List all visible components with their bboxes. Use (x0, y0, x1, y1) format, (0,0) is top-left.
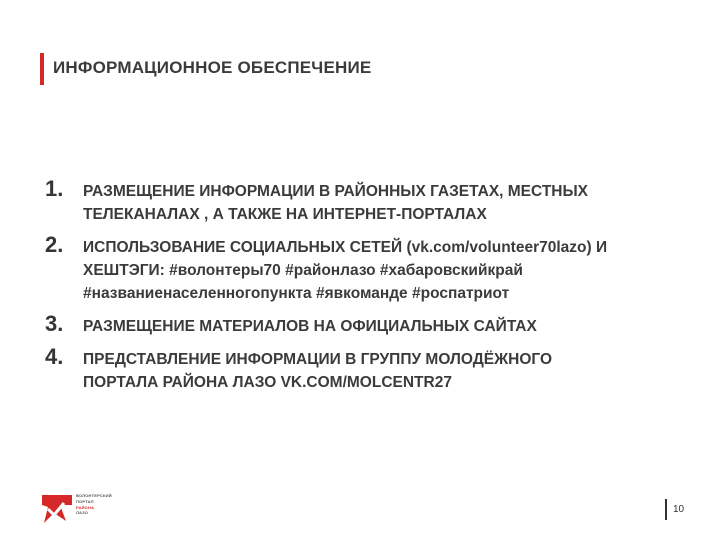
logo-line: ВОЛОНТЕРСКИЙ (76, 493, 112, 498)
item-text-line: ТЕЛЕКАНАЛАХ , А ТАКЖЕ НА ИНТЕРНЕТ-ПОРТАЛАХ (83, 206, 487, 223)
item-number: 4. (45, 344, 64, 369)
volunteer-portal-logo (40, 491, 122, 529)
slide-title: ИНФОРМАЦИОННОЕ ОБЕСПЕЧЕНИЕ (53, 58, 372, 77)
item-number: 2. (45, 232, 64, 257)
list-item (45, 232, 685, 305)
item-text-line: #названиенаселенногопункта #явкоманде #роспатриот (83, 285, 510, 302)
list-item (45, 311, 685, 338)
item-number: 1. (45, 176, 64, 201)
logo-line: ПОРТАЛ (76, 498, 94, 504)
item-text-line: ХЕШТЭГИ: #волонтеры70 #районлазо #хабаровскийкрай (83, 262, 523, 279)
page-number-divider (665, 499, 667, 520)
item-number: 3. (45, 311, 64, 336)
item-text-line: РАЗМЕЩЕНИЕ МАТЕРИАЛОВ НА ОФИЦИАЛЬНЫХ САЙТАХ (83, 318, 537, 335)
item-text-line: РАЗМЕЩЕНИЕ ИНФОРМАЦИИ В РАЙОННЫХ ГАЗЕТАХ, МЕСТНЫХ (83, 183, 589, 200)
flag-logo-icon (40, 491, 74, 527)
logo-line: ЛАЗО (76, 510, 89, 516)
title-accent-bar (40, 53, 44, 85)
logo-text (76, 493, 112, 516)
page-number: 10 (673, 504, 685, 515)
item-text-line: ИСПОЛЬЗОВАНИЕ СОЦИАЛЬНЫХ СЕТЕЙ (vk.com/volunteer70lazo) И (83, 239, 608, 256)
logo-line: РАЙОНА (76, 504, 95, 510)
list-item (45, 344, 685, 394)
item-text-line: ПРЕДСТАВЛЕНИЕ ИНФОРМАЦИИ В ГРУППУ МОЛОДЁЖНОГО (83, 351, 553, 368)
content-list (45, 176, 685, 404)
item-text-line: ПОРТАЛА РАЙОНА ЛАЗО VK.COM/MOLCENTR27 (83, 374, 452, 391)
list-item (45, 176, 685, 226)
